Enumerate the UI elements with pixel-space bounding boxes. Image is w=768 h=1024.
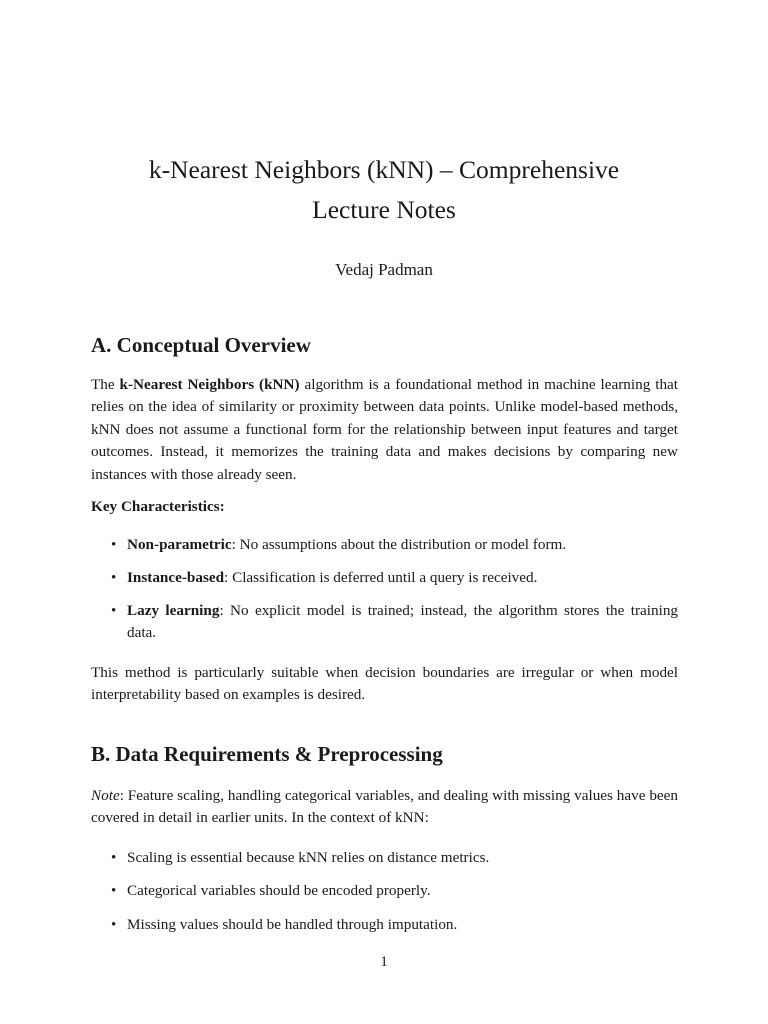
- characteristic-term: Lazy learning: [127, 602, 220, 619]
- characteristic-desc: : No assumptions about the distribution or model form.: [231, 536, 567, 553]
- note-paragraph: [91, 785, 678, 830]
- page-number: 1: [380, 953, 388, 970]
- characteristic-desc: : Classification is deferred until a query is received.: [224, 569, 538, 586]
- requirements-list: [91, 847, 678, 947]
- note-label: Note: [91, 787, 120, 804]
- bullet-icon: •: [111, 569, 117, 586]
- requirement-text: Missing values should be handled through imputation.: [127, 915, 458, 933]
- characteristic-desc: : No explicit model is trained; instead, the algorithm stores the training data.: [127, 602, 679, 642]
- bullet-icon: •: [111, 536, 117, 553]
- requirement-text: Scaling is essential because kNN relies on distance metrics.: [127, 849, 490, 866]
- note-text: : Feature scaling, handling categorical variables, and dealing with missing values have been covered in detail in earlier units. In the context of kNN:: [91, 787, 678, 827]
- list-item: [91, 600, 678, 645]
- characteristic-term: Instance-based: [127, 569, 225, 586]
- intro-post: algorithm is a foundational method in machine learning that relies on the idea of similarity or proximity between data points. Unlike model-based methods, kNN does not assume a functional form for the relationship between input features and target outcomes. Instead, it memorizes the training data and makes decisions by comparing new instances with those already seen.: [91, 376, 678, 483]
- intro-pre: The: [91, 376, 120, 393]
- list-item: [91, 567, 678, 589]
- title-line-2: Lecture Notes: [312, 195, 456, 224]
- list-item: [91, 914, 678, 936]
- title-line-1: k-Nearest Neighbors (kNN) – Comprehensive: [148, 155, 620, 184]
- list-item: [91, 880, 678, 902]
- author-name: Vedaj Padman: [335, 260, 433, 279]
- characteristics-list: [91, 534, 678, 655]
- list-item: [91, 534, 678, 556]
- list-item: [91, 847, 678, 869]
- bullet-icon: •: [111, 849, 117, 866]
- closing-paragraph: This method is particularly suitable when decision boundaries are irregular or when model interpretability based on examples is desired.: [91, 664, 678, 704]
- bullet-icon: •: [111, 915, 117, 933]
- characteristic-term: Non-parametric: [127, 536, 232, 553]
- section-a-heading: A. Conceptual Overview: [91, 333, 311, 357]
- bullet-icon: •: [111, 882, 117, 900]
- intro-paragraph: [91, 374, 678, 486]
- requirement-text: Categorical variables should be encoded properly.: [127, 882, 431, 900]
- document-title: [0, 150, 768, 230]
- intro-bold-term: k-Nearest Neighbors (kNN): [119, 376, 300, 393]
- section-b-heading: B. Data Requirements & Preprocessing: [91, 742, 443, 766]
- bullet-icon: •: [111, 602, 117, 619]
- key-characteristics-label: Key Characteristics:: [91, 498, 225, 515]
